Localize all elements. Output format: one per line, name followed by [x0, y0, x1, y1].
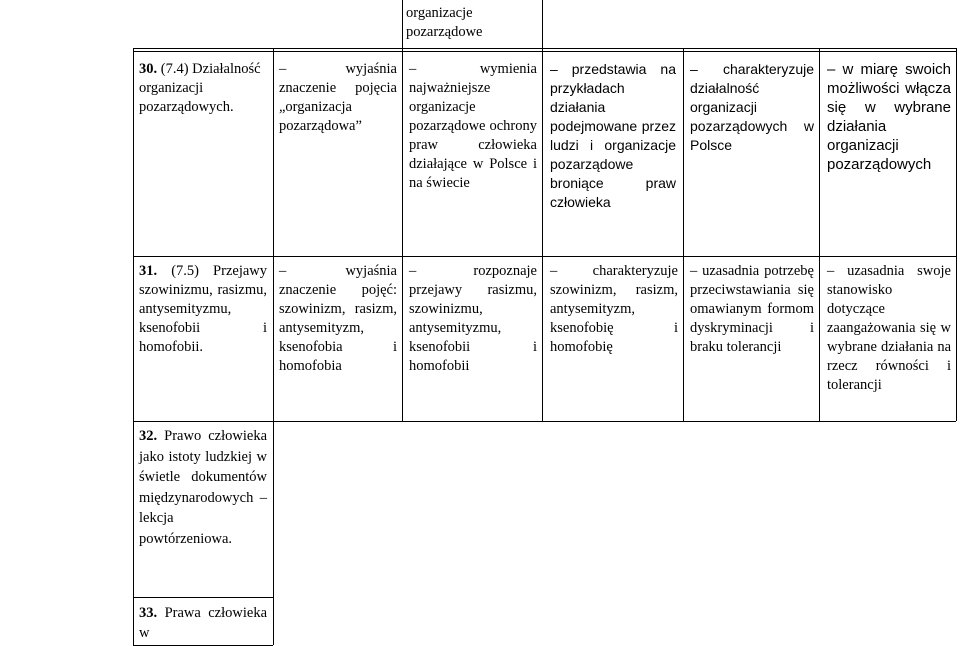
col-divider: [402, 0, 403, 421]
col-divider: [273, 48, 274, 645]
top-fragment: [406, 4, 526, 42]
row-30-col1: – wyjaśnia znaczenie pojęcia „organizacja pozarządowa”: [279, 61, 397, 134]
row-32-number: 32.: [139, 428, 165, 444]
row-31-col2: – rozpoznaje przejawy rasizmu, szowinizmu, antysemityzmu, ksenofobii i homofobii: [409, 263, 537, 374]
row-divider: [133, 256, 956, 257]
row-divider: [133, 421, 956, 422]
row-32-topic-text: Prawo człowieka jako istoty ludzkiej w świetle dokumentów międzynarodowych – lekcja powtórzeniowa.: [139, 428, 268, 547]
row-31-col3: – charakteryzuje szowinizm, rasizm, antysemityzm, ksenofobię i homofobię: [550, 263, 678, 355]
col-divider: [683, 48, 684, 421]
row-30-col2: – wymienia najważniejsze organizacje pozarządowe ochrony praw człowieka działające w Polsce i na świecie: [409, 61, 537, 191]
col-divider: [956, 48, 957, 421]
top-fragment-line2: pozarządowe: [406, 24, 483, 40]
row-31-number: 31.: [139, 263, 172, 279]
top-fragment-line1: organizacje: [406, 5, 473, 21]
row-31-topic-text: (7.5) Przejawy szowinizmu, rasizmu, antysemityzmu, ksenofobii i homofobii.: [139, 263, 268, 355]
row-32-topic: [139, 426, 267, 549]
row-33-topic-text: Prawa człowieka w: [139, 605, 267, 641]
row-30-topic: [139, 60, 267, 117]
col-divider: [133, 48, 134, 645]
row-31-topic: [139, 262, 267, 357]
row-31-col1: – wyjaśnia znaczenie pojęć: szowinizm, rasizm, antysemityzm, ksenofobia i homofobia: [279, 263, 397, 374]
row-33-topic: [139, 603, 267, 643]
row-divider: [133, 48, 956, 49]
col-divider: [542, 0, 543, 421]
row-30-col5: – w miarę swoich możliwości włącza się w wybrane działania organizacji pozarządowych: [827, 61, 951, 173]
col-divider: [819, 48, 820, 421]
row-31-col4: – uzasadnia potrzebę przeciwstawiania się omawianym formom dyskryminacji i braku tolerancji: [690, 263, 814, 355]
row-30-col3: – przedstawia na przykładach działania podejmowane przez ludzi i organizacje pozarządowe broniące praw człowieka: [550, 61, 676, 210]
row-30-number: 30.: [139, 61, 161, 77]
row-30-col4: – charakteryzuje działalność organizacji pozarządowych w Polsce: [690, 61, 814, 153]
row-divider: [133, 597, 273, 598]
row-divider: [133, 51, 956, 52]
row-30-topic-text: (7.4) Działalność organizacji pozarządowych.: [139, 61, 261, 115]
row-31-col5: – uzasadnia swoje stanowisko dotyczące zaangażowania się w wybrane działania na rzecz równości i tolerancji: [827, 263, 951, 393]
row-33-number: 33.: [139, 605, 165, 621]
